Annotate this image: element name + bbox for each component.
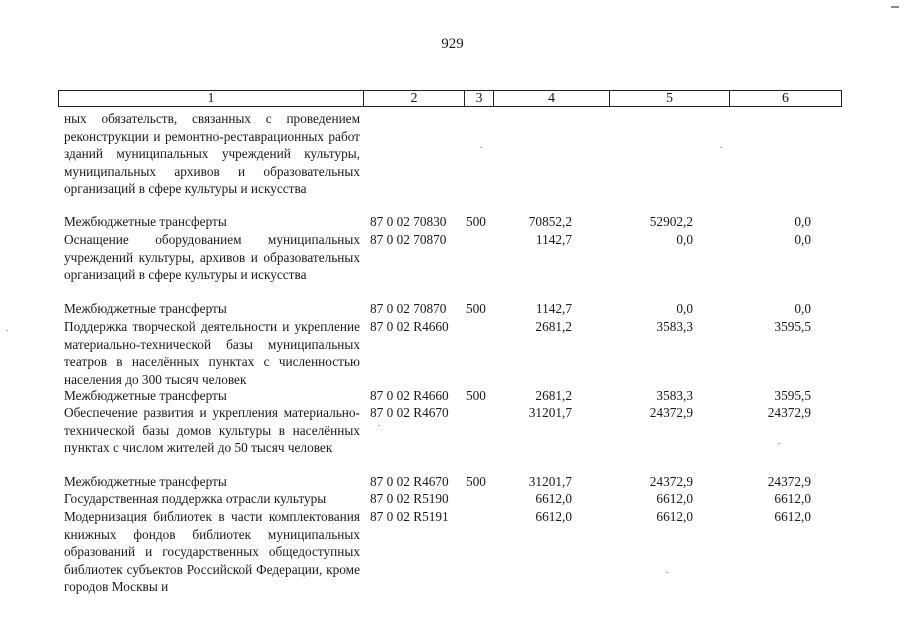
table-row-desc: Межбюджетные трансферты [64,214,227,229]
table-row-code: 87 0 02 R4660 [370,388,449,403]
table-row-value-6: 0,0 [794,214,811,229]
table-row-desc: Межбюджетные трансферты [64,301,227,316]
scan-mark [891,6,899,8]
table-row-code: 87 0 02 R4670 [370,474,449,489]
table-row-value-4: 70852,2 [528,214,572,229]
page-number: 929 [441,36,464,52]
header-col-6: 6 [782,91,789,106]
table-row-value-5: 24372,9 [649,474,693,489]
table-row-value-4: 31201,7 [528,474,572,489]
table-row-value-4: 2681,2 [535,388,572,403]
table-row-value-6: 3595,5 [774,319,811,334]
table-row-desc: Модернизация библиотек в части комплектования книжных фондов библиотек муниципальных образований и государственных общедоступных библиотек субъектов Российской Федерации, кроме городов Москвы и [64,509,360,595]
table-row-value-5: 6612,0 [656,491,693,506]
table-row-value-5: 52902,2 [649,214,693,229]
table-row-value-5: 3583,3 [656,319,693,334]
table-row-value-4: 1142,7 [535,232,572,247]
scan-speck [666,572,668,573]
table-row-value-5: 24372,9 [649,405,693,420]
table-row-desc: ных обязательств, связанных с проведением реконструкции и ремонтно-реставрационных работ зданий муниципальных учреждений культуры, муниципальных архивов и образовательных организаций в сфере культуры и искусства [64,111,360,197]
table-row-kvr: 500 [466,474,486,489]
table-row-value-4: 2681,2 [535,319,572,334]
table-row-kvr: 500 [466,301,486,316]
table-row-value-6: 24372,9 [767,474,811,489]
header-col-3: 3 [465,91,494,106]
table-row-value-6: 3595,5 [774,388,811,403]
scan-speck [480,147,482,148]
table-header [58,90,842,107]
table-row-code: 87 0 02 R5190 [370,491,449,506]
table-row-desc: Обеспечение развития и укрепления материально-технической базы домов культуры в населённых пунктах с числом жителей до 50 тысяч человек [64,405,360,456]
table-row-desc: Поддержка творческой деятельности и укрепление материально-технической базы муниципальных театров в населённых пунктах с численностью населения до 300 тысяч человек [64,319,360,387]
table-row-kvr: 500 [466,388,486,403]
table-row-code: 87 0 02 70870 [370,301,447,316]
table-row-value-4: 1142,7 [535,301,572,316]
table-row-value-5: 6612,0 [656,509,693,524]
table-row-value-6: 6612,0 [774,491,811,506]
scan-speck [378,425,380,426]
table-row-code: 87 0 02 R4670 [370,405,449,420]
table-row-code: 87 0 02 R4660 [370,319,449,334]
table-row-value-4: 31201,7 [528,405,572,420]
table-row-value-6: 24372,9 [767,405,811,420]
scan-speck [778,443,780,444]
scan-speck [720,147,722,148]
header-col-4: 4 [494,91,610,106]
table-row-code: 87 0 02 70870 [370,232,447,247]
table-row-value-6: 0,0 [794,301,811,316]
header-col-5: 5 [610,91,730,106]
table-row-value-6: 6612,0 [774,509,811,524]
table-row-desc: Оснащение оборудованием муниципальных учреждений культуры, архивов и образовательных организаций в сфере культуры и искусства [64,232,360,283]
table-row-desc: Государственная поддержка отрасли культуры [64,491,327,506]
header-col-2: 2 [364,91,465,106]
table-row-value-6: 0,0 [794,232,811,247]
table-row-value-5: 0,0 [676,301,693,316]
table-row-value-5: 0,0 [676,232,693,247]
table-row-code: 87 0 02 R5191 [370,509,449,524]
table-row-code: 87 0 02 70830 [370,214,447,229]
scan-speck [6,330,8,331]
table-row-desc: Межбюджетные трансферты [64,388,227,403]
table-row-value-4: 6612,0 [535,509,572,524]
header-col-1: 1 [59,91,364,106]
table-row-value-4: 6612,0 [535,491,572,506]
table-row-kvr: 500 [466,214,486,229]
table-row-value-5: 3583,3 [656,388,693,403]
table-row-desc: Межбюджетные трансферты [64,474,227,489]
